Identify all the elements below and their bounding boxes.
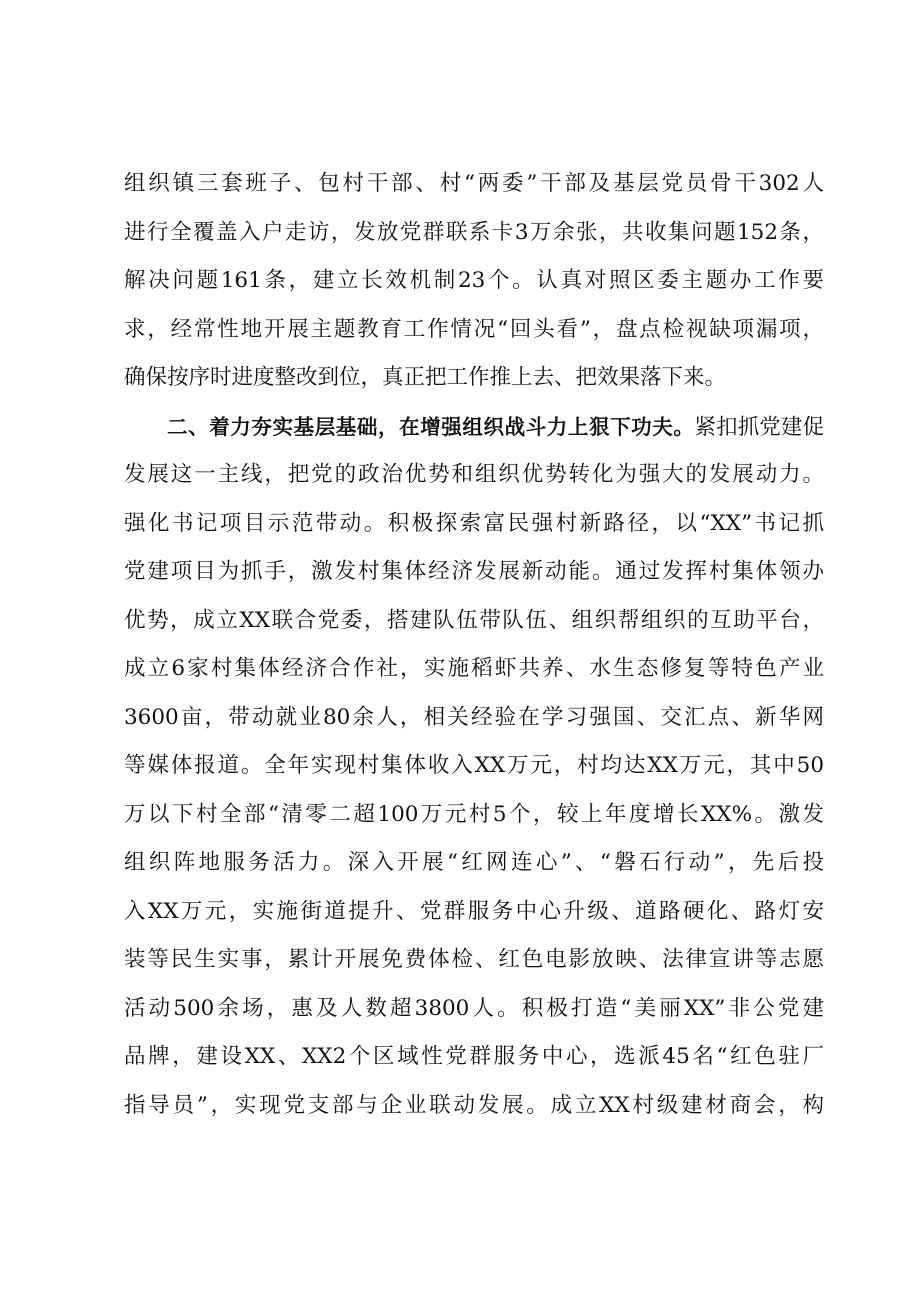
text-line: 确保按序时进度整改到位，真正把工作推上去、把效果落下来。 bbox=[124, 365, 727, 390]
text-line: 等媒体报道。全年实现村集体收入XX万元，村均达XX万元，其中50 bbox=[124, 753, 824, 778]
text-line: 成立6家村集体经济合作社，实施稻虾共养、水生态修复等特色产业 bbox=[124, 656, 824, 681]
text-line: 组织镇三套班子、包村干部、村“两委”干部及基层党员骨干302人 bbox=[124, 171, 824, 196]
section-heading: 二、着力夯实基层基础，在增强组织战斗力上狠下功夫。 bbox=[167, 414, 695, 439]
text-line: 强化书记项目示范带动。积极探索富民强村新路径，以“XX”书记抓 bbox=[124, 510, 824, 536]
text-line: 求，经常性地开展主题教育工作情况“回头看”，盘点检视缺项漏项， bbox=[124, 316, 824, 342]
text-line: 3600亩，带动就业80余人，相关经验在学习强国、交汇点、新华网 bbox=[124, 704, 824, 730]
body-text bbox=[124, 160, 824, 1130]
text-line: 组织阵地服务活力。深入开展“红网连心”、“磐石行动”，先后投 bbox=[124, 850, 824, 875]
paragraph-2-first-line bbox=[124, 403, 824, 452]
text-line: 党建项目为抓手，激发村集体经济发展新动能。通过发挥村集体领办 bbox=[124, 559, 824, 584]
text-line: 进行全覆盖入户走访，发放党群联系卡3万余张，共收集问题152条， bbox=[124, 219, 824, 245]
text-line: 优势，成立XX联合党委，搭建队伍带队伍、组织帮组织的互助平台， bbox=[124, 607, 824, 633]
text-line: 品牌，建设XX、XX2个区域性党群服务中心，选派45名“红色驻厂 bbox=[124, 1044, 824, 1069]
paragraph-2 bbox=[124, 403, 824, 1131]
text-line: 万以下村全部“清零二超100万元村5个，较上年度增长XX%。激发 bbox=[124, 801, 824, 827]
text-line: 入XX万元，实施街道提升、党群服务中心升级、道路硬化、路灯安 bbox=[124, 898, 824, 924]
text-line: 活动500余场，惠及人数超3800人。积极打造“美丽XX”非公党建 bbox=[124, 995, 824, 1021]
text-line: 解决问题161条，建立长效机制23个。认真对照区委主题办工作要 bbox=[124, 268, 824, 293]
text-line: 指导员”，实现党支部与企业联动发展。成立XX村级建材商会，构 bbox=[124, 1092, 824, 1118]
heading-continuation: 紧扣抓党建促 bbox=[694, 414, 824, 440]
text-line: 发展这一主线，把党的政治优势和组织优势转化为强大的发展动力。 bbox=[124, 462, 824, 487]
text-line: 装等民生实事，累计开展免费体检、红色电影放映、法律宣讲等志愿 bbox=[124, 947, 824, 972]
paragraph-1 bbox=[124, 160, 824, 403]
